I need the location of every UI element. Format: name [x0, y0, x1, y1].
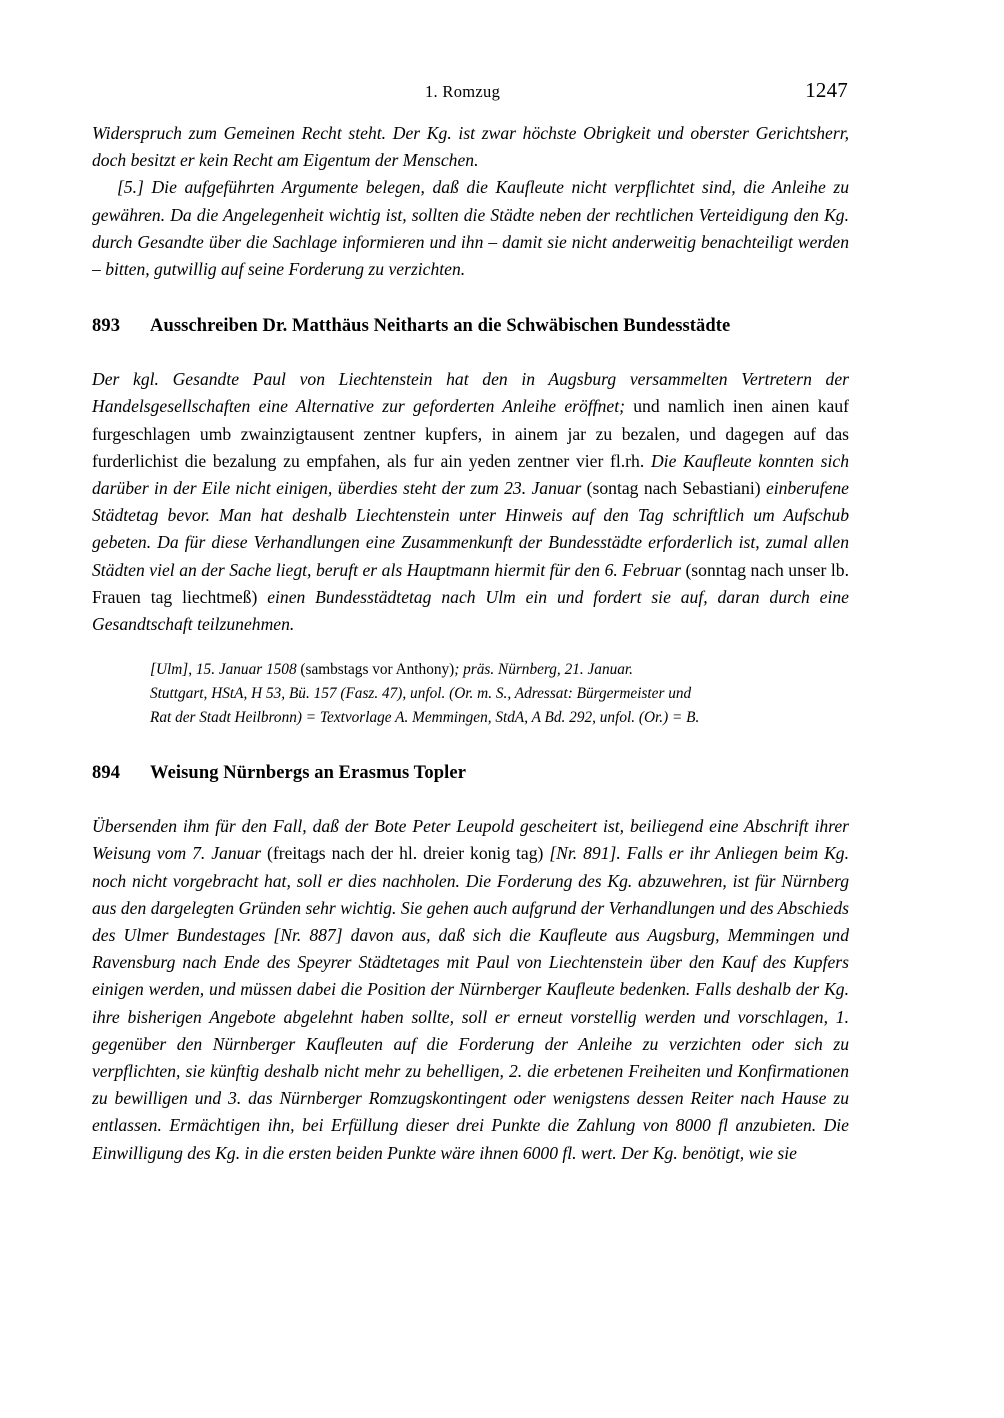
doc-893-source-note — [150, 658, 849, 730]
doc-heading-894 — [92, 760, 849, 786]
paragraph-continued-text: Widerspruch zum Gemeinen Recht steht. Der Kg. ist zwar höchste Obrigkeit und oberster Gerichtsherr, doch besitzt er kein Recht am Eigentum der Menschen. — [92, 123, 849, 171]
doc-893-regest — [92, 366, 849, 638]
page-number: 1247 — [805, 78, 848, 102]
source-line-2: Stuttgart, HStA, H 53, Bü. 157 (Fasz. 47), unfol. (Or. m. S., Adressat: Bürgermeister und — [150, 685, 692, 703]
regest-893-seg1: Der kgl. Gesandte Paul von Liechtenstein hat den in Augsburg versammelten Vertretern der Handelsgesellschaften eine Alternative zur geforderten Anleihe eröffnet; — [92, 369, 849, 417]
source-line-1 — [150, 658, 849, 682]
paragraph-item-5-text: [5.] Die aufgeführten Argumente belegen, daß die Kaufleute nicht verpflichtet sind, die Anleihe zu gewähren. Da die Angelegenheit wichtig ist, sollten die Städte neben der rechtlichen Verteidigung den Kg. durch Gesandte über die Sachlage informieren und ihn – damit sie nicht anderweitig benachteiligt werden – bitten, gutwillig auf seine Forderung zu verzichten. — [92, 177, 849, 280]
regest-893-seg2: und namlich inen ainen kauf furgeschlagen umb zwainzigtausent zentner kupfers, in ainem jar zu bezalen, und dagegen auf das furderlichist die bezalung zu empfahen, als fur ain yeden zentner vier fl.rh. — [92, 396, 849, 471]
doc-title-894: Weisung Nürnbergs an Erasmus Topler — [150, 763, 467, 784]
regest-894-seg3: [Nr. 891]. Falls er ihr Anliegen beim Kg. noch nicht vorgebracht hat, soll er dies nachholen. Die Forderung des Kg. abzuwehren, ist für Nürnberg aus den dargelegten Gründen sehr wichtig. Sie gehen auch aufgrund der Verhandlungen und des Abschieds des Ulmer Bundestages [Nr. 887] davon aus, daß sich die Kaufleute aus Augsburg, Memmingen und Ravensburg nach Ende des Speyrer Städtetages mit Paul von Liechtenstein über den Kauf des Kupfers einigen werden, und müssen dabei die Position der Nürnberger Kaufleute bedenken. Falls deshalb der Kg. ihre bisherigen Angebote abgelehnt haben sollte, soll er erneut vorstellig werden und vorschlagen, 1. gegenüber den Nürnberger Kaufleuten auf die Forderung der Anleihe zu verzichten oder sich zu verpflichten, sie künftig deshalb nicht mehr zu behelligen, 2. die erbetenen Freiheiten und Konfirmationen zu bewilligen und 3. das Nürnberger Romzugskontingent oder wenigstens dessen Reiter nach Hause zu entlassen. Ermächtigen ihn, bei Erfüllung dieser drei Punkte die Zahlung von 8000 fl anzubieten. Die Einwilligung des Kg. in die ersten beiden Punkte wäre ihnen 6000 fl. wert. Der Kg. benötigt, wie sie — [92, 843, 850, 1163]
doc-title-893: Ausschreiben Dr. Matthäus Neitharts an die Schwäbischen Bundesstädte — [150, 316, 731, 337]
spacer — [92, 638, 849, 658]
regest-893-seg7: einen Bundesstädtetag nach Ulm ein und fordert sie auf, daran durch eine Gesandtschaft teilzunehmen. — [92, 586, 849, 635]
regest-893-seg3: Die Kaufleute konnten sich darüber in der Eile nicht einigen, überdies steht der zum 23. Januar — [92, 450, 849, 499]
source-date-893: [Ulm], 15. Januar 1508 — [150, 661, 301, 679]
doc-number-894: 894 — [92, 763, 121, 784]
spacer — [92, 283, 849, 313]
paragraph-continued — [92, 120, 849, 174]
running-head-title: 1. Romzug — [425, 82, 501, 101]
text-column — [92, 120, 849, 1167]
spacer — [92, 730, 849, 760]
doc-894-regest — [92, 813, 849, 1167]
regest-893-seg5: einberufene Städtetag bevor. Man hat deshalb Liechtenstein unter Hinweis auf den Tag schriftlich um Aufschub gebeten. Da für diese Verhandlungen eine Zusammenkunft der Bundesstädte erforderlich ist, zumal allen Städten viel an der Sache liegt, beruft er als Hauptmann hiermit für den 6. Februar — [92, 478, 849, 580]
spacer — [92, 786, 849, 813]
doc-heading-893 — [92, 313, 849, 339]
doc-number-893: 893 — [92, 316, 121, 337]
source-line-3: Rat der Stadt Heilbronn) = Textvorlage A. Memmingen, StdA, A Bd. 292, unfol. (Or.) = B. — [150, 709, 700, 727]
regest-893-seg6: (sonntag nach unser lb. Frauen tag liechtmeß) — [92, 559, 849, 607]
source-presentation-893: ; präs. Nürnberg, 21. Januar. — [454, 661, 633, 679]
regest-894-seg2: (freitags nach der hl. dreier konig tag) — [267, 843, 544, 864]
spacer — [92, 339, 849, 366]
regest-893-seg4: (sontag nach Sebastiani) — [586, 478, 761, 499]
running-head — [92, 78, 848, 103]
paragraph-item-5 — [92, 174, 849, 283]
source-date-old-style-893: (sambstags vor Anthony) — [300, 661, 455, 679]
regest-894-seg1: Übersenden ihm für den Fall, daß der Bote Peter Leupold gescheitert ist, beiliegend eine Abschrift ihrer Weisung vom 7. Januar — [92, 816, 849, 864]
